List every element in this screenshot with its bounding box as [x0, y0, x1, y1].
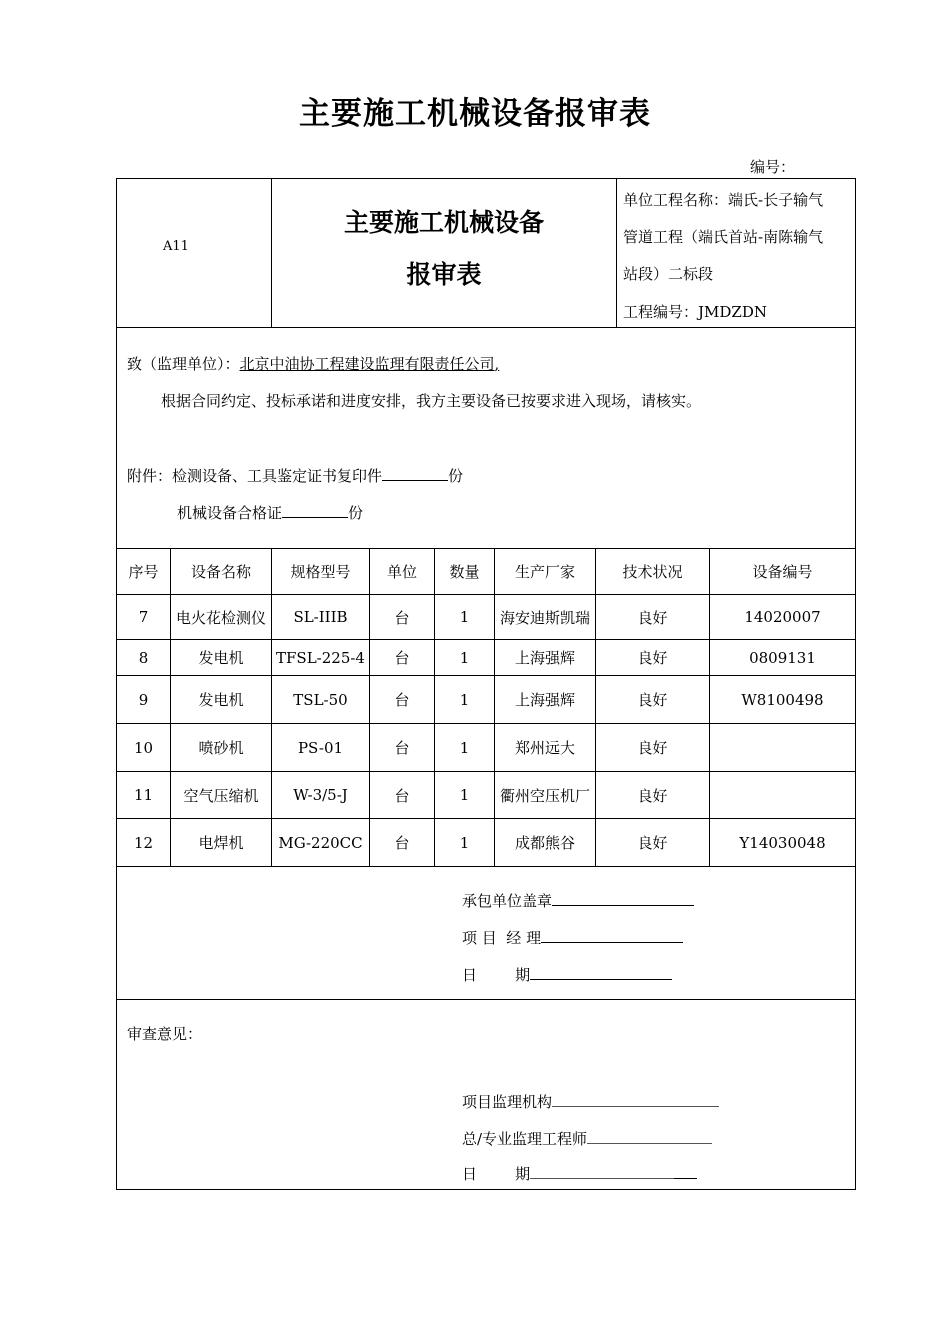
divider — [117, 866, 855, 867]
attachment-count-field[interactable] — [382, 466, 448, 481]
contractor-date-label: 日 期 — [462, 966, 531, 984]
table-cell: Y14030048 — [739, 833, 826, 852]
supervision-org-field[interactable] — [552, 1092, 719, 1107]
table-cell: 上海强辉 — [514, 649, 575, 667]
table-cell: 空气压缩机 — [183, 786, 259, 805]
table-cell: 发电机 — [198, 649, 244, 667]
table-cell: W8100498 — [741, 690, 824, 709]
col-header-model: 规格型号 — [290, 563, 351, 581]
contractor-stamp-field[interactable] — [552, 891, 694, 906]
contractor-stamp-label: 承包单位盖章 — [462, 892, 553, 910]
notice-to-suffix: , — [494, 355, 500, 373]
review-date-field[interactable] — [530, 1164, 674, 1179]
project-code: 工程编号：JMDZDN — [623, 303, 767, 321]
table-cell: 衢州空压机厂 — [499, 786, 590, 805]
inner-title-line2: 报审表 — [406, 260, 482, 289]
chief-engineer-line — [462, 1128, 712, 1149]
doc-number-label: 编号： — [750, 158, 796, 176]
unit-word: 份 — [448, 467, 464, 485]
page-title: 主要施工机械设备报审表 — [299, 96, 651, 132]
contractor-date-line — [462, 964, 672, 985]
review-date-label: 日 期 — [462, 1165, 531, 1183]
table-cell: 台 — [394, 739, 410, 757]
table-cell: 发电机 — [198, 691, 244, 709]
table-cell: 良好 — [637, 608, 668, 627]
attachment-count-field[interactable] — [282, 503, 348, 518]
form-code: A11 — [163, 239, 189, 254]
table-cell: 8 — [138, 648, 149, 667]
table-cell: 台 — [394, 608, 410, 627]
col-header-maker: 生产厂家 — [514, 563, 575, 581]
supervision-org-label: 项目监理机构 — [462, 1093, 553, 1111]
table-cell: 1 — [459, 690, 470, 709]
table-cell: PS-01 — [297, 738, 344, 757]
supervision-unit: 北京中油协工程建设监理有限责任公司 — [239, 355, 495, 373]
table-cell: 良好 — [637, 649, 668, 667]
table-cell: 台 — [394, 786, 410, 805]
table-cell: 1 — [459, 786, 470, 804]
table-cell: 良好 — [637, 739, 668, 757]
table-cell: 喷砂机 — [198, 739, 244, 757]
table-cell — [710, 724, 855, 771]
table-cell: SL-IIIB — [293, 608, 348, 626]
col-header-name: 设备名称 — [190, 563, 251, 581]
table-cell: 11 — [133, 786, 154, 804]
attachment-line2 — [177, 502, 363, 523]
col-header-qty: 数量 — [449, 563, 480, 581]
table-cell: 0809131 — [749, 648, 816, 667]
review-date-line — [462, 1163, 697, 1184]
attachment-label: 附件： — [127, 467, 173, 485]
col-header-equip-no: 设备编号 — [752, 563, 813, 581]
table-cell — [710, 772, 855, 818]
table-cell: 1 — [459, 738, 470, 757]
form-frame — [116, 178, 856, 1190]
project-name-line2: 管道工程（端氏首站-南陈输气 — [623, 228, 824, 246]
table-cell: 海安迪斯凯瑞 — [499, 608, 590, 627]
col-header-condition: 技术状况 — [622, 563, 683, 581]
contractor-date-field[interactable] — [530, 965, 672, 980]
table-cell: 台 — [394, 691, 410, 709]
table-cell: 7 — [138, 608, 149, 626]
attachment-cert-copies: 检测设备、工具鉴定证书复印件 — [172, 467, 383, 485]
attachment-line1 — [127, 465, 463, 486]
table-cell: 9 — [138, 690, 149, 709]
table-cell: 1 — [459, 833, 470, 852]
table-cell: 1 — [459, 608, 470, 626]
table-cell: TFSL-225-4 — [276, 648, 365, 667]
table-cell: 电焊机 — [198, 834, 244, 852]
table-cell: 电火花检测仪 — [175, 608, 266, 627]
notice-to-line — [127, 353, 499, 374]
table-cell: 10 — [133, 738, 154, 757]
notice-to-prefix: 致（监理单位）： — [127, 355, 240, 373]
col-header-unit: 单位 — [386, 563, 417, 581]
table-cell: W-3/5-J — [293, 786, 348, 804]
project-name-line1: 单位工程名称：端氏-长子输气 — [623, 191, 824, 209]
attachment-qualification-cert: 机械设备合格证 — [177, 504, 283, 522]
divider — [616, 179, 617, 327]
table-cell: 良好 — [637, 691, 668, 709]
divider — [271, 179, 272, 327]
table-cell: 1 — [459, 648, 470, 667]
contractor-stamp-line — [462, 890, 694, 911]
table-cell: TSL-50 — [293, 690, 348, 709]
chief-engineer-field[interactable] — [587, 1129, 712, 1144]
table-cell: 郑州远大 — [514, 739, 575, 757]
table-cell: 台 — [394, 834, 410, 852]
col-header-seq: 序号 — [128, 563, 159, 581]
table-cell: 14020007 — [744, 608, 821, 626]
table-cell: 12 — [133, 833, 154, 852]
chief-engineer-label: 总/专业监理工程师 — [462, 1130, 588, 1148]
project-manager-line — [462, 927, 683, 948]
project-manager-field[interactable] — [541, 928, 683, 943]
table-cell: 台 — [394, 649, 410, 667]
unit-word: 份 — [348, 504, 364, 522]
table-cell: MG-220CC — [278, 833, 363, 852]
table-cell: 成都熊谷 — [514, 834, 575, 852]
divider — [117, 999, 855, 1000]
project-name-line3: 站段）二标段 — [623, 265, 714, 283]
table-cell: 良好 — [637, 786, 668, 805]
divider — [117, 327, 855, 328]
table-cell: 良好 — [637, 834, 668, 852]
notice-body: 根据合同约定、投标承诺和进度安排，我方主要设备已按要求进入现场，请核实。 — [161, 392, 702, 410]
review-date-field-end — [674, 1164, 697, 1179]
project-manager-label: 项 目 经 理 — [462, 929, 542, 947]
inner-title-line1: 主要施工机械设备 — [343, 208, 544, 237]
table-cell: 上海强辉 — [514, 691, 575, 709]
supervision-org-line — [462, 1091, 719, 1112]
review-opinion-label: 审查意见： — [127, 1025, 203, 1043]
